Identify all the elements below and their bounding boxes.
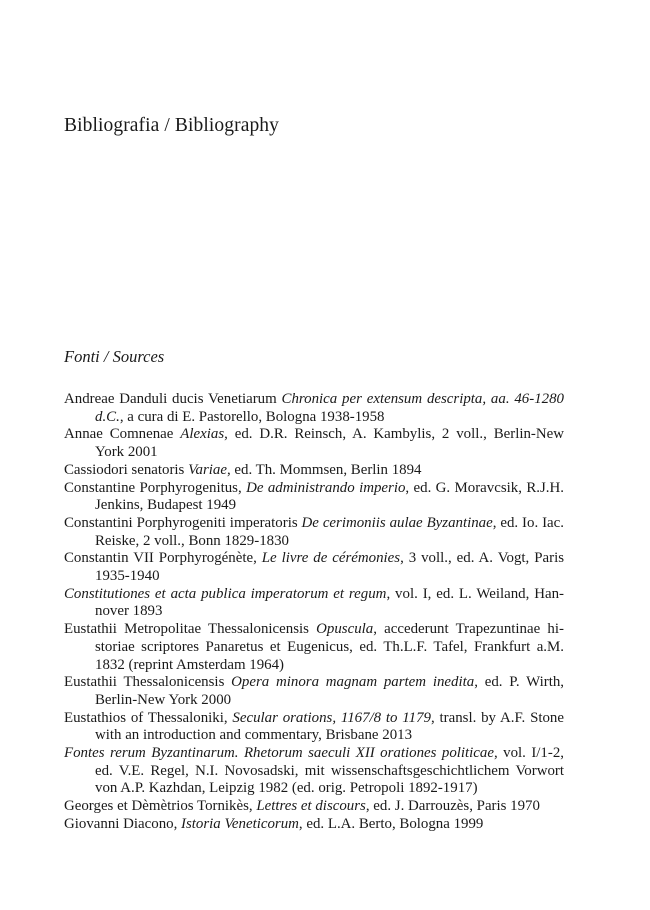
entry-title: Fontes rerum Byzantinarum. Rhetorum saeculi XII orationes politicae [64,745,494,762]
entry-title: Istoria Veneticorum [181,815,299,832]
bibliography-entry [64,550,564,585]
entry-text: Constantin VII Porphyrogénète, [64,550,262,567]
entry-text: , ed. J. Darrouzès, Paris 1970 [365,798,540,815]
entry-text: Constantine Porphyrogenitus, [64,479,247,496]
entry-text: Georges et Dèmètrios Tornikès, [64,798,257,815]
entry-text: , ed. G. Moravcsik, R.J.H. Jenkins, Budapest 1949 [95,479,564,514]
bibliography-entry [64,816,564,834]
entry-title: De administrando imperio [246,479,406,496]
entry-title: Lettres et discours [256,798,366,815]
entry-text: , vol. I, ed. L. Weiland, Hannover 1893 [95,585,564,620]
entry-title: Alexias [180,426,225,443]
entry-text: , ed. Io. Iac. Reiske, 2 voll., Bonn 1829-1830 [95,514,564,549]
chapter-title: Bibliografia / Bibliography [64,115,280,136]
entry-title: Secular orations, 1167/8 to 1179 [232,709,431,726]
entry-title: De cerimoniis aulae Byzantinae [301,514,493,531]
entry-title: Opuscula [316,621,374,638]
bibliography-entry [64,480,564,515]
bibliography-entry [64,391,564,426]
entry-title: Chronica per extensum descripta, aa. 46-1280 d.C. [95,391,564,425]
entry-text: Eustathii Thessalonicensis [64,674,232,691]
bibliography-entry [64,426,564,461]
bibliography-entry [64,462,564,480]
section-title: Fonti / Sources [64,347,165,366]
entry-text: Annae Comnenae [64,426,181,443]
entry-title: Opera minora magnam partem inedita [231,674,475,691]
entry-text: , accederunt Trapezuntinae historiae scriptores Panaretus et Eugenicus, ed. Th.L.F. Tafel, Frankfurt a.M. 1832 (reprint Amsterdam 1964) [95,621,564,673]
entry-text: Constantini Porphyrogeniti imperatoris [64,514,302,531]
entry-text: , ed. P. Wirth, Berlin-New York 2000 [95,674,564,708]
entry-text: , a cura di E. Pastorello, Bologna 1938-1958 [119,408,385,425]
bibliography-entry [64,674,564,709]
entry-text: Andreae Danduli ducis Venetiarum [64,391,282,407]
entry-title: Constitutiones et acta publica imperatorum et regum [64,585,387,602]
bibliography-entry [64,710,564,745]
entry-text: Eustathii Metropolitae Thessalonicensis [64,621,317,638]
bibliography-entry [64,586,564,621]
entry-title: Le livre de cérémonies [261,550,401,567]
bibliography-list [64,391,564,834]
entry-text: Cassiodori senatoris [64,461,189,478]
bibliography-entry [64,745,564,798]
entry-text: Eustathios of Thessaloniki, [64,709,233,726]
entry-text: , ed. D.R. Reinsch, A. Kambylis, 2 voll., Berlin-New York 2001 [95,426,564,461]
entry-title: Variae [188,461,227,478]
entry-text: , ed. L.A. Berto, Bologna 1999 [298,815,484,832]
entry-text: , transl. by A.F. Stone with an introduction and commentary, Brisbane 2013 [95,709,564,744]
entry-text: , ed. Th. Mommsen, Berlin 1894 [226,461,422,478]
entry-text: , vol. I/1-2, ed. V.E. Regel, N.I. Novosadski, mit wissenschaftsgeschichtlichem Vorwort von A.P. Kazhdan, Leipzig 1982 (ed. orig. Petropoli 1892-1917) [95,745,564,797]
bibliography-entry [64,621,564,674]
bibliography-entry [64,515,564,550]
entry-text: Giovanni Diacono, [64,815,182,832]
bibliography-entry [64,798,564,816]
entry-text: , 3 voll., ed. A. Vogt, Paris 1935-1940 [95,550,564,585]
